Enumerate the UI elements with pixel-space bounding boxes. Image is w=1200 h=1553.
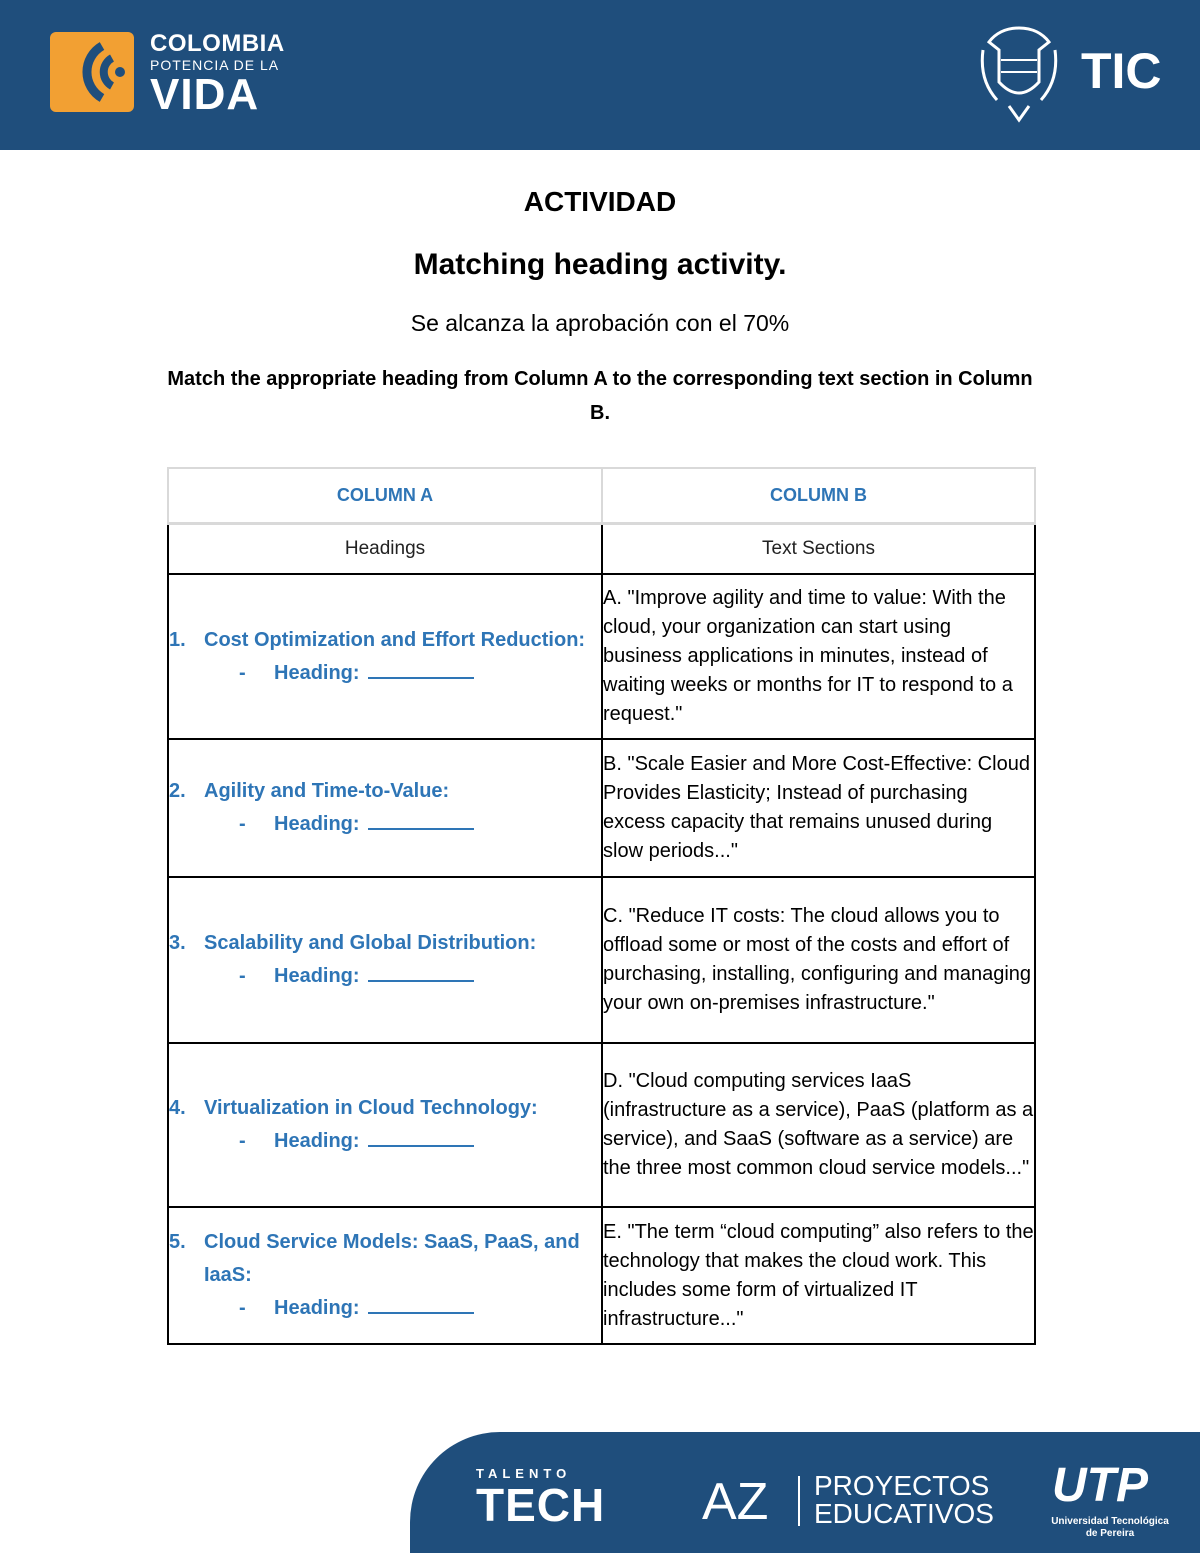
item-number: 3. [169,932,186,954]
activity-title: ACTIVIDAD [523,186,677,217]
heading-text: Agility and Time-to-Value: [204,780,450,802]
heading-cell [168,1043,602,1207]
heading-label: Heading: [274,813,360,835]
logo-line-2: POTENCIA DE LA [150,57,280,73]
heading-item [169,1092,601,1125]
coat-of-arms-icon [975,20,1063,125]
heading-answer-line [169,657,601,690]
heading-label: Heading: [274,1297,360,1319]
text-section-cell [602,1043,1035,1207]
page-header [0,0,1200,150]
instructions: Match the appropriate heading from Column A to the corresponding text section in Column B. [167,368,1033,424]
heading-answer-line [169,1292,601,1325]
logo-line-3: VIDA [150,70,260,119]
table-header-row [168,468,1035,524]
proyectos-educativos-logo [814,1472,994,1528]
approval-note: Se alcanza la aprobación con el 70% [410,310,790,336]
heading-item [169,927,601,960]
heading-answer-blank[interactable] [368,1294,474,1314]
logo-divider [798,1476,800,1526]
heading-answer-line [169,960,601,993]
utp-logo-text: UTP [1052,1459,1148,1512]
table-row [168,1207,1035,1344]
table-row [168,1043,1035,1207]
az-logo-text: AZ [702,1473,769,1531]
colombia-potencia-de-la-vida-logo [50,28,290,118]
activity-subtitle: Matching heading activity. [413,248,787,281]
heading-label: Heading: [274,965,360,987]
bullet-dash: - [239,1297,246,1319]
column-b-subheader: Text Sections [602,524,1035,575]
column-a-header: COLUMN A [168,468,602,524]
talento-text: TALENTO [476,1466,572,1481]
matching-table [167,467,1036,1345]
signal-logo-icon [50,32,134,112]
table-subheader-row [168,524,1035,575]
page-footer [410,1432,1200,1553]
section-letter: D. [603,1070,623,1092]
bullet-dash: - [239,661,246,684]
text-section-cell [602,877,1035,1043]
table-row [168,877,1035,1043]
item-number: 5. [169,1231,186,1253]
text-section-cell [602,739,1035,877]
item-number: 2. [169,780,186,802]
heading-item [169,775,601,808]
tic-text: TIC [1081,43,1162,99]
heading-cell [168,574,602,739]
section-text: "Improve agility and time to value: With the cloud, your organization can start using business applications in minutes, instead of waiting weeks or months for IT to respond to a request." [603,587,1013,725]
bullet-dash: - [239,813,246,835]
column-b-header: COLUMN B [602,468,1035,524]
text-section-cell [602,1207,1035,1344]
text-section-cell [602,574,1035,739]
item-number: 1. [169,628,186,651]
section-letter: C. [603,905,623,927]
heading-answer-blank[interactable] [368,659,474,679]
section-text: "Scale Easier and More Cost-Effective: Cloud Provides Elasticity; Instead of purchasing excess capacity that remains unused during slow periods..." [603,753,1030,862]
heading-text: Scalability and Global Distribution: [204,932,537,954]
educativos-text: EDUCATIVOS [814,1498,994,1529]
section-text: "Cloud computing services IaaS (infrastructure as a service), PaaS (platform as a service), and SaaS (software as a service) are the three most common cloud service models..." [603,1070,1034,1179]
heading-label: Heading: [274,1130,360,1152]
logo-line-1: COLOMBIA [150,30,285,57]
column-a-subheader: Headings [168,524,602,575]
table-row [168,739,1035,877]
heading-label: Heading: [274,661,360,684]
table-row [168,574,1035,739]
heading-cell [168,877,602,1043]
heading-cell [168,1207,602,1344]
heading-item [169,624,601,657]
heading-text: Virtualization in Cloud Technology: [204,1097,538,1119]
section-letter: B. [603,753,622,775]
heading-answer-line [169,1125,601,1158]
utp-subtitle: Universidad Tecnológica de Pereira [1051,1516,1169,1539]
bullet-dash: - [239,965,246,987]
proyectos-text: PROYECTOS [814,1470,990,1501]
heading-answer-blank[interactable] [368,962,474,982]
section-text: "Reduce IT costs: The cloud allows you to offload some or most of the costs and effort of purchasing, installing, configuring and managing your own on-premises infrastructure." [603,905,1032,1014]
heading-text: Cost Optimization and Effort Reduction: [204,628,586,651]
bullet-dash: - [239,1130,246,1152]
section-letter: E. [603,1220,622,1243]
tech-logo-text: TECH [476,1479,606,1531]
heading-answer-line [169,808,601,841]
heading-cell [168,739,602,877]
heading-item [169,1226,601,1292]
section-text: "The term “cloud computing” also refers to the technology that makes the cloud work. This includes some form of virtualized IT infrastructure..." [603,1220,1034,1330]
heading-answer-blank[interactable] [368,810,474,830]
heading-answer-blank[interactable] [368,1127,474,1147]
tic-logo [975,20,1175,130]
item-number: 4. [169,1097,186,1119]
heading-text: Cloud Service Models: SaaS, PaaS, and IaaS: [204,1231,580,1286]
section-letter: A. [603,587,622,609]
